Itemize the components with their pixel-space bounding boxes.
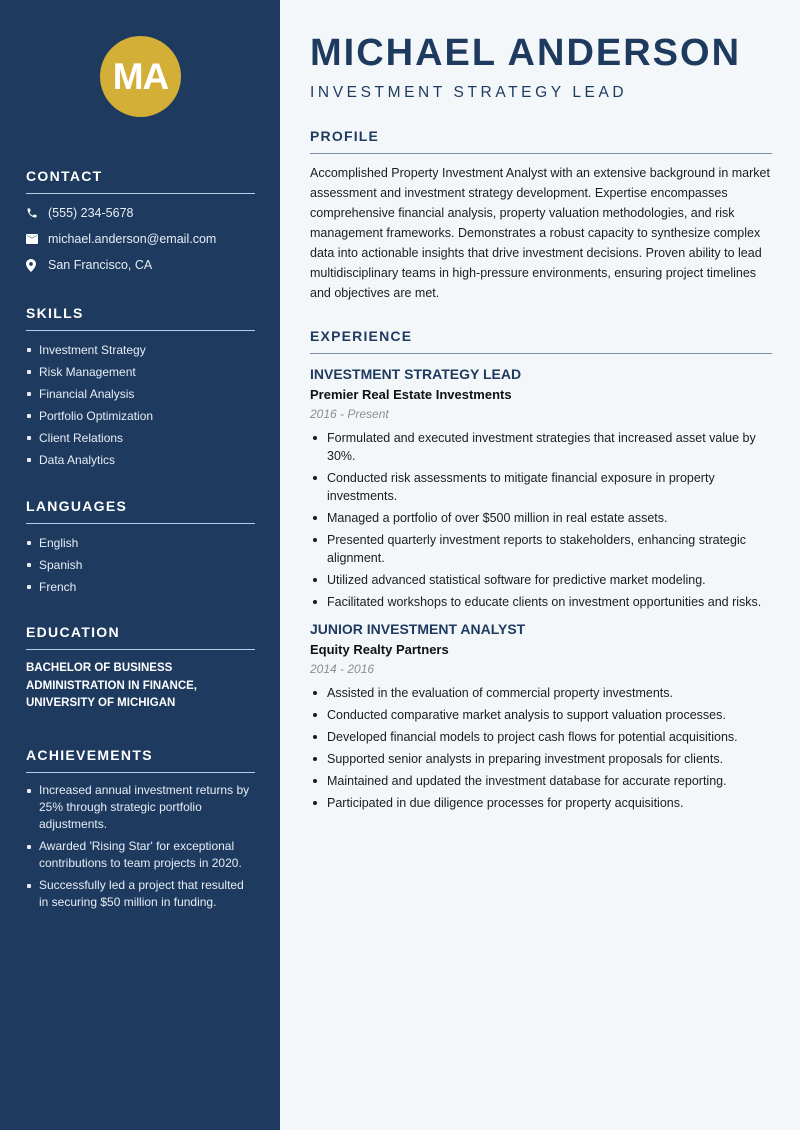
job-company: Equity Realty Partners [310,642,449,657]
contact-phone[interactable] [26,200,255,226]
job-dates: 2014 - 2016 [310,662,375,676]
skills-section [26,305,255,471]
languages-list [26,532,255,598]
job-bullet: Participated in due diligence processes for property acquisitions. [310,794,772,812]
phone-text: (555) 234-5678 [48,206,134,220]
job-bullet: Managed a portfolio of over $500 million in real estate assets. [310,509,772,527]
job-company: Premier Real Estate Investments [310,387,512,402]
languages-heading: LANGUAGES [26,498,255,524]
sidebar [0,0,280,1130]
language-item: English [26,532,255,554]
job-bullet: Facilitated workshops to educate clients on investment opportunities and risks. [310,593,772,611]
languages-section [26,498,255,598]
job-bullet: Assisted in the evaluation of commercial property investments. [310,684,772,702]
contact-email[interactable] [26,226,255,252]
education-section [26,624,255,713]
job-bullet: Developed financial models to project cash flows for potential acquisitions. [310,728,772,746]
email-text: michael.anderson@email.com [48,232,217,246]
job-title: JUNIOR INVESTMENT ANALYST [310,621,526,637]
candidate-name: MICHAEL ANDERSON [310,32,742,74]
job-bullet: Utilized advanced statistical software for predictive market modeling. [310,571,772,589]
skill-item: Risk Management [26,361,255,383]
job-bullets [310,684,772,812]
job-bullet: Conducted risk assessments to mitigate financial exposure in property investments. [310,469,772,505]
education-heading: EDUCATION [26,624,255,650]
phone-icon [26,207,48,219]
education-degree: BACHELOR OF BUSINESS ADMINISTRATION IN FINANCE, UNIVERSITY OF MICHIGAN [26,662,198,709]
email-icon [26,234,48,244]
location-text: San Francisco, CA [48,258,153,272]
profile-heading: PROFILE [310,128,772,154]
language-item: Spanish [26,554,255,576]
job-bullet: Presented quarterly investment reports to stakeholders, enhancing strategic alignment. [310,531,772,567]
avatar-initials: MA [100,36,181,117]
skill-item: Data Analytics [26,449,255,471]
profile-section [310,128,772,303]
achievement-item: Awarded 'Rising Star' for exceptional contributions to team projects in 2020. [26,838,255,872]
job-title: INVESTMENT STRATEGY LEAD [310,366,522,382]
job-bullet: Maintained and updated the investment database for accurate reporting. [310,772,772,790]
job-entry [310,621,772,812]
job-bullets [310,429,772,611]
job-bullet: Conducted comparative market analysis to support valuation processes. [310,706,772,724]
job-dates: 2016 - Present [310,407,389,421]
skill-item: Client Relations [26,427,255,449]
skills-list [26,339,255,471]
candidate-title: INVESTMENT STRATEGY LEAD [310,84,628,101]
achievement-item: Increased annual investment returns by 25% through strategic portfolio adjustments. [26,782,255,833]
skill-item: Investment Strategy [26,339,255,361]
contact-heading: CONTACT [26,168,255,194]
experience-section [310,328,772,816]
skill-item: Portfolio Optimization [26,405,255,427]
skills-heading: SKILLS [26,305,255,331]
achievements-section [26,747,255,916]
job-bullet: Formulated and executed investment strategies that increased asset value by 30%. [310,429,772,465]
achievements-heading: ACHIEVEMENTS [26,747,255,773]
job-entry [310,366,772,611]
language-item: French [26,576,255,598]
job-bullet: Supported senior analysts in preparing investment proposals for clients. [310,750,772,768]
contact-location [26,252,255,278]
achievement-item: Successfully led a project that resulted in securing $50 million in funding. [26,877,255,911]
profile-text: Accomplished Property Investment Analyst with an extensive background in market assessment and investment strategy development. Expertise encompasses comprehensive financial analysis, property valuation methodologies, and risk management frameworks. Demonstrates a robust capacity to synthesize complex data into actionable insights that drive investment decisions. Proven ability to lead multidisciplinary teams in high-pressure environments, ensuring project timelines and objectives are met. [310,166,770,300]
location-pin-icon [26,259,48,272]
experience-heading: EXPERIENCE [310,328,772,354]
skill-item: Financial Analysis [26,383,255,405]
achievements-list [26,782,255,911]
contact-section [26,168,255,278]
